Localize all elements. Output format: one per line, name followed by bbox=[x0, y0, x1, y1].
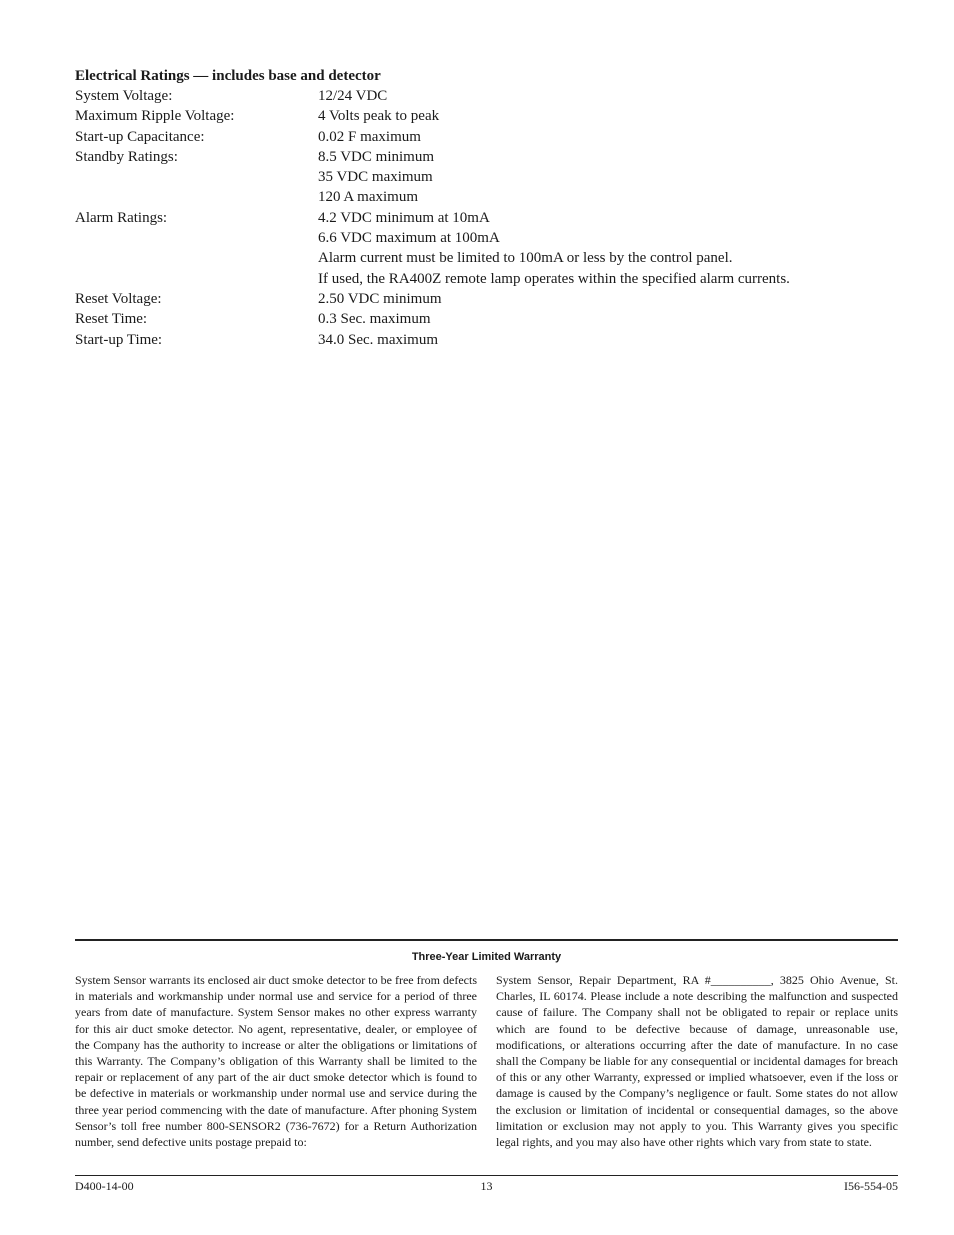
page-number: 13 bbox=[480, 1179, 493, 1193]
rating-value: If used, the RA400Z remote lamp operates within the specified alarm currents. bbox=[318, 270, 790, 287]
footer-rule bbox=[75, 1175, 898, 1176]
rating-label: Start-up Time: bbox=[75, 331, 163, 348]
rating-value: 8.5 VDC minimum bbox=[318, 148, 434, 165]
rating-row bbox=[75, 127, 895, 147]
rating-row bbox=[75, 330, 895, 350]
rating-row bbox=[75, 147, 895, 208]
rating-row bbox=[75, 86, 895, 106]
rating-value: 4 Volts peak to peak bbox=[318, 108, 440, 125]
rating-value: 12/24 VDC bbox=[318, 88, 388, 104]
rating-row bbox=[75, 309, 895, 329]
rating-value: 6.6 VDC maximum at 100mA bbox=[318, 230, 500, 247]
rating-values bbox=[318, 309, 895, 329]
rating-value: 0.3 Sec. maximum bbox=[318, 311, 431, 328]
rating-values bbox=[318, 208, 895, 289]
rating-values bbox=[318, 106, 895, 126]
rating-label: Reset Time: bbox=[75, 311, 148, 328]
warranty-columns bbox=[75, 972, 898, 1150]
rating-row bbox=[75, 289, 895, 309]
page-footer bbox=[75, 1175, 898, 1194]
rating-label: Maximum Ripple Voltage: bbox=[75, 108, 235, 125]
rating-label: Start-up Capacitance: bbox=[75, 128, 205, 145]
rating-value: 120 A maximum bbox=[318, 189, 419, 206]
rating-values bbox=[318, 86, 895, 106]
electrical-ratings-section bbox=[75, 66, 895, 350]
rating-value: 35 VDC maximum bbox=[318, 169, 433, 186]
warranty-left-column: System Sensor warrants its enclosed air duct smoke detector to be free from defects in materials and workmanship under normal use and service for a period of three years from date of manufacture. System Sensor makes no other express warranty for this air duct smoke detector. No agent, representative, dealer, or employee of the Company has the authority to increase or alter the obligations or limitations of this Warranty. The Company’s obligation of this Warranty shall be limited to the repair or replacement of any part of the air duct smoke detector which is found to be defective in materials or workmanship under normal use and service during the three year period commencing with the date of manufacture. After phoning System Sensor’s toll free number 800-SENSOR2 (736-7672) for a Return Authorization number, send defective units postage prepaid to: bbox=[75, 973, 477, 1150]
rating-value: 2.50 VDC minimum bbox=[318, 290, 442, 307]
warranty-title: Three-Year Limited Warranty bbox=[411, 951, 562, 963]
footer-doc-code: D400-14-00 bbox=[75, 1179, 134, 1193]
rating-value: 34.0 Sec. maximum bbox=[318, 331, 438, 348]
rating-row bbox=[75, 208, 895, 289]
rating-value: 0.02 F maximum bbox=[318, 128, 421, 145]
rating-value: Alarm current must be limited to 100mA or less by the control panel. bbox=[318, 250, 733, 267]
rating-values bbox=[318, 289, 895, 309]
rating-label: Alarm Ratings: bbox=[75, 209, 168, 226]
rating-values bbox=[318, 147, 895, 208]
rating-label: Standby Ratings: bbox=[75, 148, 178, 165]
rating-label: System Voltage: bbox=[75, 88, 173, 104]
warranty-section bbox=[75, 939, 898, 1150]
rating-values bbox=[318, 330, 895, 350]
electrical-ratings-title: Electrical Ratings — includes base and detector bbox=[75, 68, 381, 84]
footer-form-code: I56-554-05 bbox=[844, 1179, 898, 1193]
rating-label: Reset Voltage: bbox=[75, 290, 162, 307]
rating-value: 4.2 VDC minimum at 10mA bbox=[318, 209, 490, 226]
rating-row bbox=[75, 106, 895, 126]
warranty-top-rule bbox=[75, 939, 898, 941]
ratings-table bbox=[75, 86, 895, 350]
rating-values bbox=[318, 127, 895, 147]
warranty-right-column: System Sensor, Repair Department, RA #__________, 3825 Ohio Avenue, St. Charles, IL 60174. Please include a note describing the malfunction and suspected cause of failure. The Company shall not be obligated to repair or replace units which are found to be defective because of damage, unreasonable use, modifications, or alterations occurring after the date of manufacture. In no case shall the Company be liable for any consequential or incidental damages for breach of this or any other Warranty, expressed or implied whatsoever, even if the loss or damage is caused by the Company’s negligence or fault. Some states do not allow the exclusion or limitation of incidental or consequential damages, so the above limitation or exclusion may not apply to you. This Warranty gives you specific legal rights, and you may also have other rights which vary from state to state. bbox=[496, 973, 898, 1150]
